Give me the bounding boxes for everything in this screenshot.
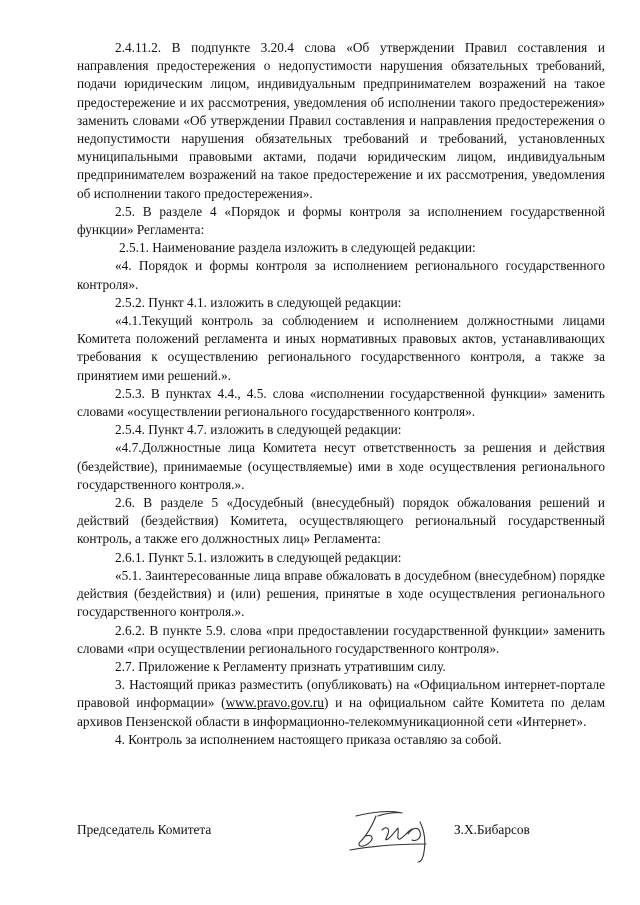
paragraph-quote-5-1: «5.1. Заинтересованные лица вправе обжаловать в досудебном (внесудебном) порядке действия (бездействия) и (или) решения, принятые в ходе осуществления регионального государственного контроля.». xyxy=(77,567,605,620)
paragraph-2-5-2: 2.5.2. Пункт 4.1. изложить в следующей редакции: xyxy=(115,294,402,310)
paragraph-3-text-end: ) и на официальном сайте Комитета по делам архивов Пензенской области в информационно-телекоммуникационной сети «Интернет». xyxy=(77,695,605,729)
signer-role: Председатель Комитета xyxy=(77,822,212,837)
paragraph-2-6-1: 2.6.1. Пункт 5.1. изложить в следующей редакции: xyxy=(115,549,402,565)
paragraph-2-5-4: 2.5.4. Пункт 4.7. изложить в следующей редакции: xyxy=(115,422,402,438)
signer-name: З.Х.Бибарсов xyxy=(454,822,530,837)
paragraph-2-4-11-2: 2.4.11.2. В подпункте 3.20.4 слова «Об утверждении Правил составления и направления предостережения о недопустимости нарушения обязательных требований, подачи юридическим лицом, индивидуальным предпринимателем возражений на такое предостережение и их рассмотрения, уведомления об исполнении такого предостережения» заменить словами «Об утверждении Правил составления и направления предостережения о недопустимости нарушения обязательных требований и требований, установленных муниципальными правовыми актами, подачи юридическим лицом, индивидуальным предпринимателем возражений на такое предостережение и их рассмотрения, уведомления об исполнении такого предостережения». xyxy=(77,40,605,201)
paragraph-2-6: 2.6. В разделе 5 «Досудебный (внесудебный) порядок обжалования решений и действий (бездействия) Комитета, осуществляющего региональный государственный контроль, а также его должностных лиц» Регламента: xyxy=(77,495,605,547)
paragraph-2-5-1: 2.5.1. Наименование раздела изложить в следующей редакции: xyxy=(119,240,476,256)
handwritten-signature-icon xyxy=(342,804,442,866)
paragraph-2-6-2: 2.6.2. В пункте 5.9. слова «при предоставлении государственной функции» заменить словами «при осуществлении регионального государственного контроля». xyxy=(77,622,605,656)
paragraph-4: 4. Контроль за исполнением настоящего приказа оставляю за собой. xyxy=(115,731,502,747)
paragraph-quote-4-7: «4.7.Должностные лица Комитета несут ответственность за решения и действия (бездействие), принимаемые (осуществляемые) ими в ходе осуществления регионального государственного контроля.». xyxy=(77,440,605,492)
paragraph-2-5-3: 2.5.3. В пунктах 4.4., 4.5. слова «исполнении государственной функции» заменить словами «осуществлении регионального государственного контроля». xyxy=(77,385,605,420)
paragraph-quote-4-1: «4.1.Текущий контроль за соблюдением и исполнением должностными лицами Комитета положений регламента и иных нормативных правовых актов, устанавливающих требования к осуществлению регионального государственного контроля, а также за принятием ими решений.». xyxy=(77,313,605,383)
paragraph-2-7: 2.7. Приложение к Регламенту признать утратившим силу. xyxy=(115,658,446,674)
pravo-gov-link[interactable]: www.pravo.gov.ru xyxy=(225,695,324,711)
document-body xyxy=(77,39,605,749)
paragraph-3-text-start: 3. Настоящий приказ разместить (опубликовать) на «Официальном интернет-портале правовой информации» ( xyxy=(77,677,605,711)
paragraph-quote-4: «4. Порядок и формы контроля за исполнением регионального государственного контроля». xyxy=(77,258,605,292)
paragraph-2-5: 2.5. В разделе 4 «Порядок и формы контроля за исполнением государственной функции» Регламента: xyxy=(77,203,605,238)
paragraph-3 xyxy=(77,676,605,731)
signature-block xyxy=(77,822,605,882)
